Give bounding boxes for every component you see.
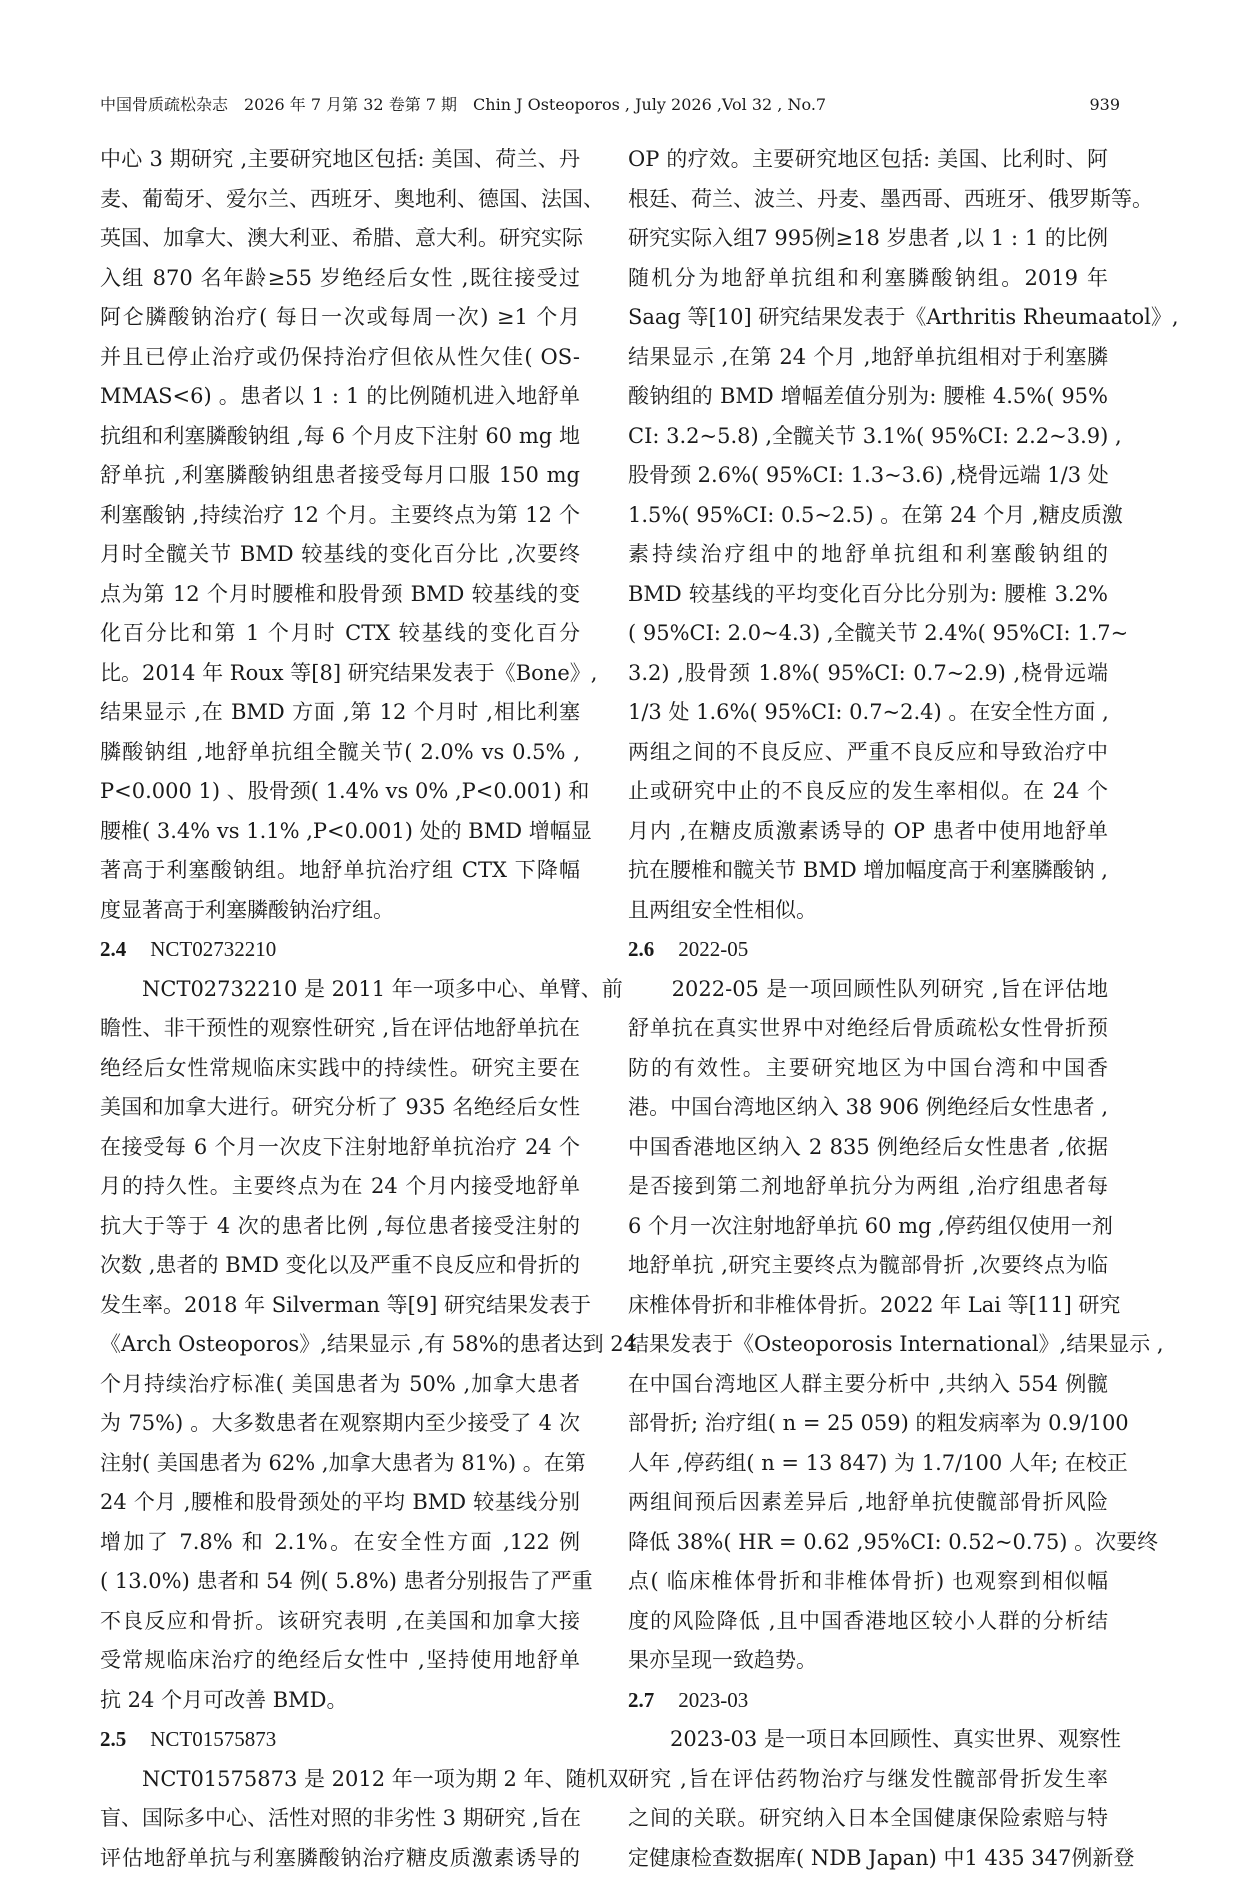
body-text-line: 麦、葡萄牙、爱尔兰、西班牙、奥地利、德国、法国、 (100, 180, 580, 220)
body-text-line: 两组间预后因素差异后 ,地舒单抗使髋部骨折风险 (628, 1483, 1108, 1523)
body-text-line: 股骨颈 2.6%( 95%CI: 1.3~3.6) ,桡骨远端 1/3 处 (628, 456, 1108, 496)
body-text-line: 结果显示 ,在 BMD 方面 ,第 12 个月时 ,相比利塞 (100, 693, 580, 733)
section-number: 2.7 (628, 1688, 654, 1712)
body-text-line: 膦酸钠组 ,地舒单抗组全髋关节( 2.0% vs 0.5% , (100, 733, 580, 773)
body-text-line: 1.5%( 95%CI: 0.5~2.5) 。在第 24 个月 ,糖皮质激 (628, 496, 1108, 536)
body-text-line: 抗组和利塞膦酸钠组 ,每 6 个月皮下注射 60 mg 地 (100, 417, 580, 457)
body-text-line: 结果显示 ,在第 24 个月 ,地舒单抗组相对于利塞膦 (628, 338, 1108, 378)
body-text-line: 英国、加拿大、澳大利亚、希腊、意大利。研究实际 (100, 219, 580, 259)
body-text-line: 著高于利塞酸钠组。地舒单抗治疗组 CTX 下降幅 (100, 851, 580, 891)
body-text-line: 瞻性、非干预性的观察性研究 ,旨在评估地舒单抗在 (100, 1009, 580, 1049)
body-text-line: BMD 较基线的平均变化百分比分别为: 腰椎 3.2% (628, 575, 1108, 615)
body-text-line: 评估地舒单抗与利塞膦酸钠治疗糖皮质激素诱导的 (100, 1839, 580, 1878)
body-text-line: 受常规临床治疗的绝经后女性中 ,坚持使用地舒单 (100, 1641, 580, 1681)
body-text-line: 防的有效性。主要研究地区为中国台湾和中国香 (628, 1049, 1108, 1089)
running-header (100, 90, 1140, 120)
body-text-line: 月内 ,在糖皮质激素诱导的 OP 患者中使用地舒单 (628, 812, 1108, 852)
body-text-line: 抗大于等于 4 次的患者比例 ,每位患者接受注射的 (100, 1207, 580, 1247)
body-text-line: 随机分为地舒单抗组和利塞膦酸钠组。2019 年 (628, 259, 1108, 299)
body-text-line: 降低 38%( HR = 0.62 ,95%CI: 0.52~0.75) 。次要终 (628, 1523, 1108, 1563)
body-text-line: 点( 临床椎体骨折和非椎体骨折) 也观察到相似幅 (628, 1562, 1108, 1602)
section-number: 2.4 (100, 937, 126, 961)
section-title: NCT02732210 (150, 937, 276, 961)
body-text-line: NCT02732210 是 2011 年一项多中心、单臂、前 (100, 970, 580, 1010)
body-text-line: 研究 ,旨在评估药物治疗与继发性髋部骨折发生率 (628, 1760, 1108, 1800)
body-text-line: 度的风险降低 ,且中国香港地区较小人群的分析结 (628, 1602, 1108, 1642)
body-text-line: 增加了 7.8% 和 2.1%。在安全性方面 ,122 例 (100, 1523, 580, 1563)
body-text-line: 人年 ,停药组( n = 13 847) 为 1.7/100 人年; 在校正 (628, 1444, 1108, 1484)
section-title: NCT01575873 (150, 1727, 276, 1751)
section-title: 2022-05 (678, 937, 748, 961)
body-text-line: CI: 3.2~5.8) ,全髋关节 3.1%( 95%CI: 2.2~3.9) , (628, 417, 1108, 457)
body-text-line: 酸钠组的 BMD 增幅差值分别为: 腰椎 4.5%( 95% (628, 377, 1108, 417)
body-text-line: 点为第 12 个月时腰椎和股骨颈 BMD 较基线的变 (100, 575, 580, 615)
body-text-line: 入组 870 名年龄≥55 岁绝经后女性 ,既往接受过 (100, 259, 580, 299)
body-text-line: 抗在腰椎和髋关节 BMD 增加幅度高于利塞膦酸钠 , (628, 851, 1108, 891)
body-text-line: 2022-05 是一项回顾性队列研究 ,旨在评估地 (628, 970, 1108, 1010)
body-text-line: 次数 ,患者的 BMD 变化以及严重不良反应和骨折的 (100, 1246, 580, 1286)
body-text-line: 舒单抗 ,利塞膦酸钠组患者接受每月口服 150 mg (100, 456, 580, 496)
body-text-line: 果亦呈现一致趋势。 (628, 1641, 1108, 1681)
section-number: 2.5 (100, 1727, 126, 1751)
body-text-line: ( 13.0%) 患者和 54 例( 5.8%) 患者分别报告了严重 (100, 1562, 580, 1602)
body-text-line: 月的持久性。主要终点为在 24 个月内接受地舒单 (100, 1167, 580, 1207)
section-heading (100, 1720, 580, 1760)
body-text-line: 之间的关联。研究纳入日本全国健康保险索赔与特 (628, 1799, 1108, 1839)
body-text-line: NCT01575873 是 2012 年一项为期 2 年、随机双 (100, 1760, 580, 1800)
body-text-line: 个月持续治疗标准( 美国患者为 50% ,加拿大患者 (100, 1365, 580, 1405)
body-text-line: 两组之间的不良反应、严重不良反应和导致治疗中 (628, 733, 1108, 773)
body-text-line: 且两组安全性相似。 (628, 891, 1108, 931)
body-text-line: 发生率。2018 年 Silverman 等[9] 研究结果发表于 (100, 1286, 580, 1326)
body-text-line: 是否接到第二剂地舒单抗分为两组 ,治疗组患者每 (628, 1167, 1108, 1207)
body-text-line: 3.2) ,股骨颈 1.8%( 95%CI: 0.7~2.9) ,桡骨远端 (628, 654, 1108, 694)
body-text-line: 不良反应和骨折。该研究表明 ,在美国和加拿大接 (100, 1602, 580, 1642)
body-text-line: 《Arch Osteoporos》,结果显示 ,有 58%的患者达到 24 (100, 1325, 580, 1365)
body-text-line: 研究实际入组7 995例≥18 岁患者 ,以 1 : 1 的比例 (628, 219, 1108, 259)
section-heading (628, 930, 1108, 970)
body-text-line: 床椎体骨折和非椎体骨折。2022 年 Lai 等[11] 研究 (628, 1286, 1108, 1326)
section-title: 2023-03 (678, 1688, 748, 1712)
right-column (628, 140, 1108, 1878)
body-text-line: 止或研究中止的不良反应的发生率相似。在 24 个 (628, 772, 1108, 812)
body-text-line: 阿仑膦酸钠治疗( 每日一次或每周一次) ≥1 个月 (100, 298, 580, 338)
body-text-line: 在中国台湾地区人群主要分析中 ,共纳入 554 例髋 (628, 1365, 1108, 1405)
body-text-line: 月时全髋关节 BMD 较基线的变化百分比 ,次要终 (100, 535, 580, 575)
body-text-line: MMAS<6) 。患者以 1 : 1 的比例随机进入地舒单 (100, 377, 580, 417)
body-text-line: 舒单抗在真实世界中对绝经后骨质疏松女性骨折预 (628, 1009, 1108, 1049)
body-text-line: 地舒单抗 ,研究主要终点为髋部骨折 ,次要终点为临 (628, 1246, 1108, 1286)
body-text-line: 为 75%) 。大多数患者在观察期内至少接受了 4 次 (100, 1404, 580, 1444)
body-text-line: P<0.000 1) 、股骨颈( 1.4% vs 0% ,P<0.001) 和 (100, 772, 580, 812)
body-text-line: 注射( 美国患者为 62% ,加拿大患者为 81%) 。在第 (100, 1444, 580, 1484)
body-text-line: 盲、国际多中心、活性对照的非劣性 3 期研究 ,旨在 (100, 1799, 580, 1839)
body-text-line: 1/3 处 1.6%( 95%CI: 0.7~2.4) 。在安全性方面 , (628, 693, 1108, 733)
left-column (100, 140, 580, 1878)
body-text-line: 比。2014 年 Roux 等[8] 研究结果发表于《Bone》, (100, 654, 580, 694)
body-text-line: 港。中国台湾地区纳入 38 906 例绝经后女性患者 , (628, 1088, 1108, 1128)
body-text-line: ( 95%CI: 2.0~4.3) ,全髋关节 2.4%( 95%CI: 1.7~ (628, 614, 1108, 654)
body-text-line: 中心 3 期研究 ,主要研究地区包括: 美国、荷兰、丹 (100, 140, 580, 180)
body-text-line: 中国香港地区纳入 2 835 例绝经后女性患者 ,依据 (628, 1128, 1108, 1168)
body-text-line: 定健康检查数据库( NDB Japan) 中1 435 347例新登 (628, 1839, 1108, 1878)
body-text-line: 素持续治疗组中的地舒单抗组和利塞酸钠组的 (628, 535, 1108, 575)
body-text-line: 美国和加拿大进行。研究分析了 935 名绝经后女性 (100, 1088, 580, 1128)
body-text-line: OP 的疗效。主要研究地区包括: 美国、比利时、阿 (628, 140, 1108, 180)
body-text-line: Saag 等[10] 研究结果发表于《Arthritis Rheumaatol》, (628, 298, 1108, 338)
body-text-line: 度显著高于利塞膦酸钠治疗组。 (100, 891, 580, 931)
body-text-line: 腰椎( 3.4% vs 1.1% ,P<0.001) 处的 BMD 增幅显 (100, 812, 580, 852)
journal-citation: 中国骨质疏松杂志 2026 年 7 月第 32 卷第 7 期 Chin J Osteoporos , July 2026 ,Vol 32 , No.7 (100, 90, 826, 120)
section-heading (628, 1681, 1108, 1721)
body-text-line: 6 个月一次注射地舒单抗 60 mg ,停药组仅使用一剂 (628, 1207, 1108, 1247)
body-text-line: 结果发表于《Osteoporosis International》,结果显示 , (628, 1325, 1108, 1365)
body-text-line: 部骨折; 治疗组( n = 25 059) 的粗发病率为 0.9/100 (628, 1404, 1108, 1444)
body-text-line: 利塞酸钠 ,持续治疗 12 个月。主要终点为第 12 个 (100, 496, 580, 536)
body-text-line: 绝经后女性常规临床实践中的持续性。研究主要在 (100, 1049, 580, 1089)
body-text-line: 并且已停止治疗或仍保持治疗但依从性欠佳( OS- (100, 338, 580, 378)
body-text-line: 化百分比和第 1 个月时 CTX 较基线的变化百分 (100, 614, 580, 654)
section-heading (100, 930, 580, 970)
page-number: 939 (1089, 90, 1120, 120)
body-text-line: 2023-03 是一项日本回顾性、真实世界、观察性 (628, 1720, 1108, 1760)
body-text-line: 在接受每 6 个月一次皮下注射地舒单抗治疗 24 个 (100, 1128, 580, 1168)
body-text-line: 根廷、荷兰、波兰、丹麦、墨西哥、西班牙、俄罗斯等。 (628, 180, 1108, 220)
section-number: 2.6 (628, 937, 654, 961)
body-text-line: 抗 24 个月可改善 BMD。 (100, 1681, 580, 1721)
body-text-line: 24 个月 ,腰椎和股骨颈处的平均 BMD 较基线分别 (100, 1483, 580, 1523)
